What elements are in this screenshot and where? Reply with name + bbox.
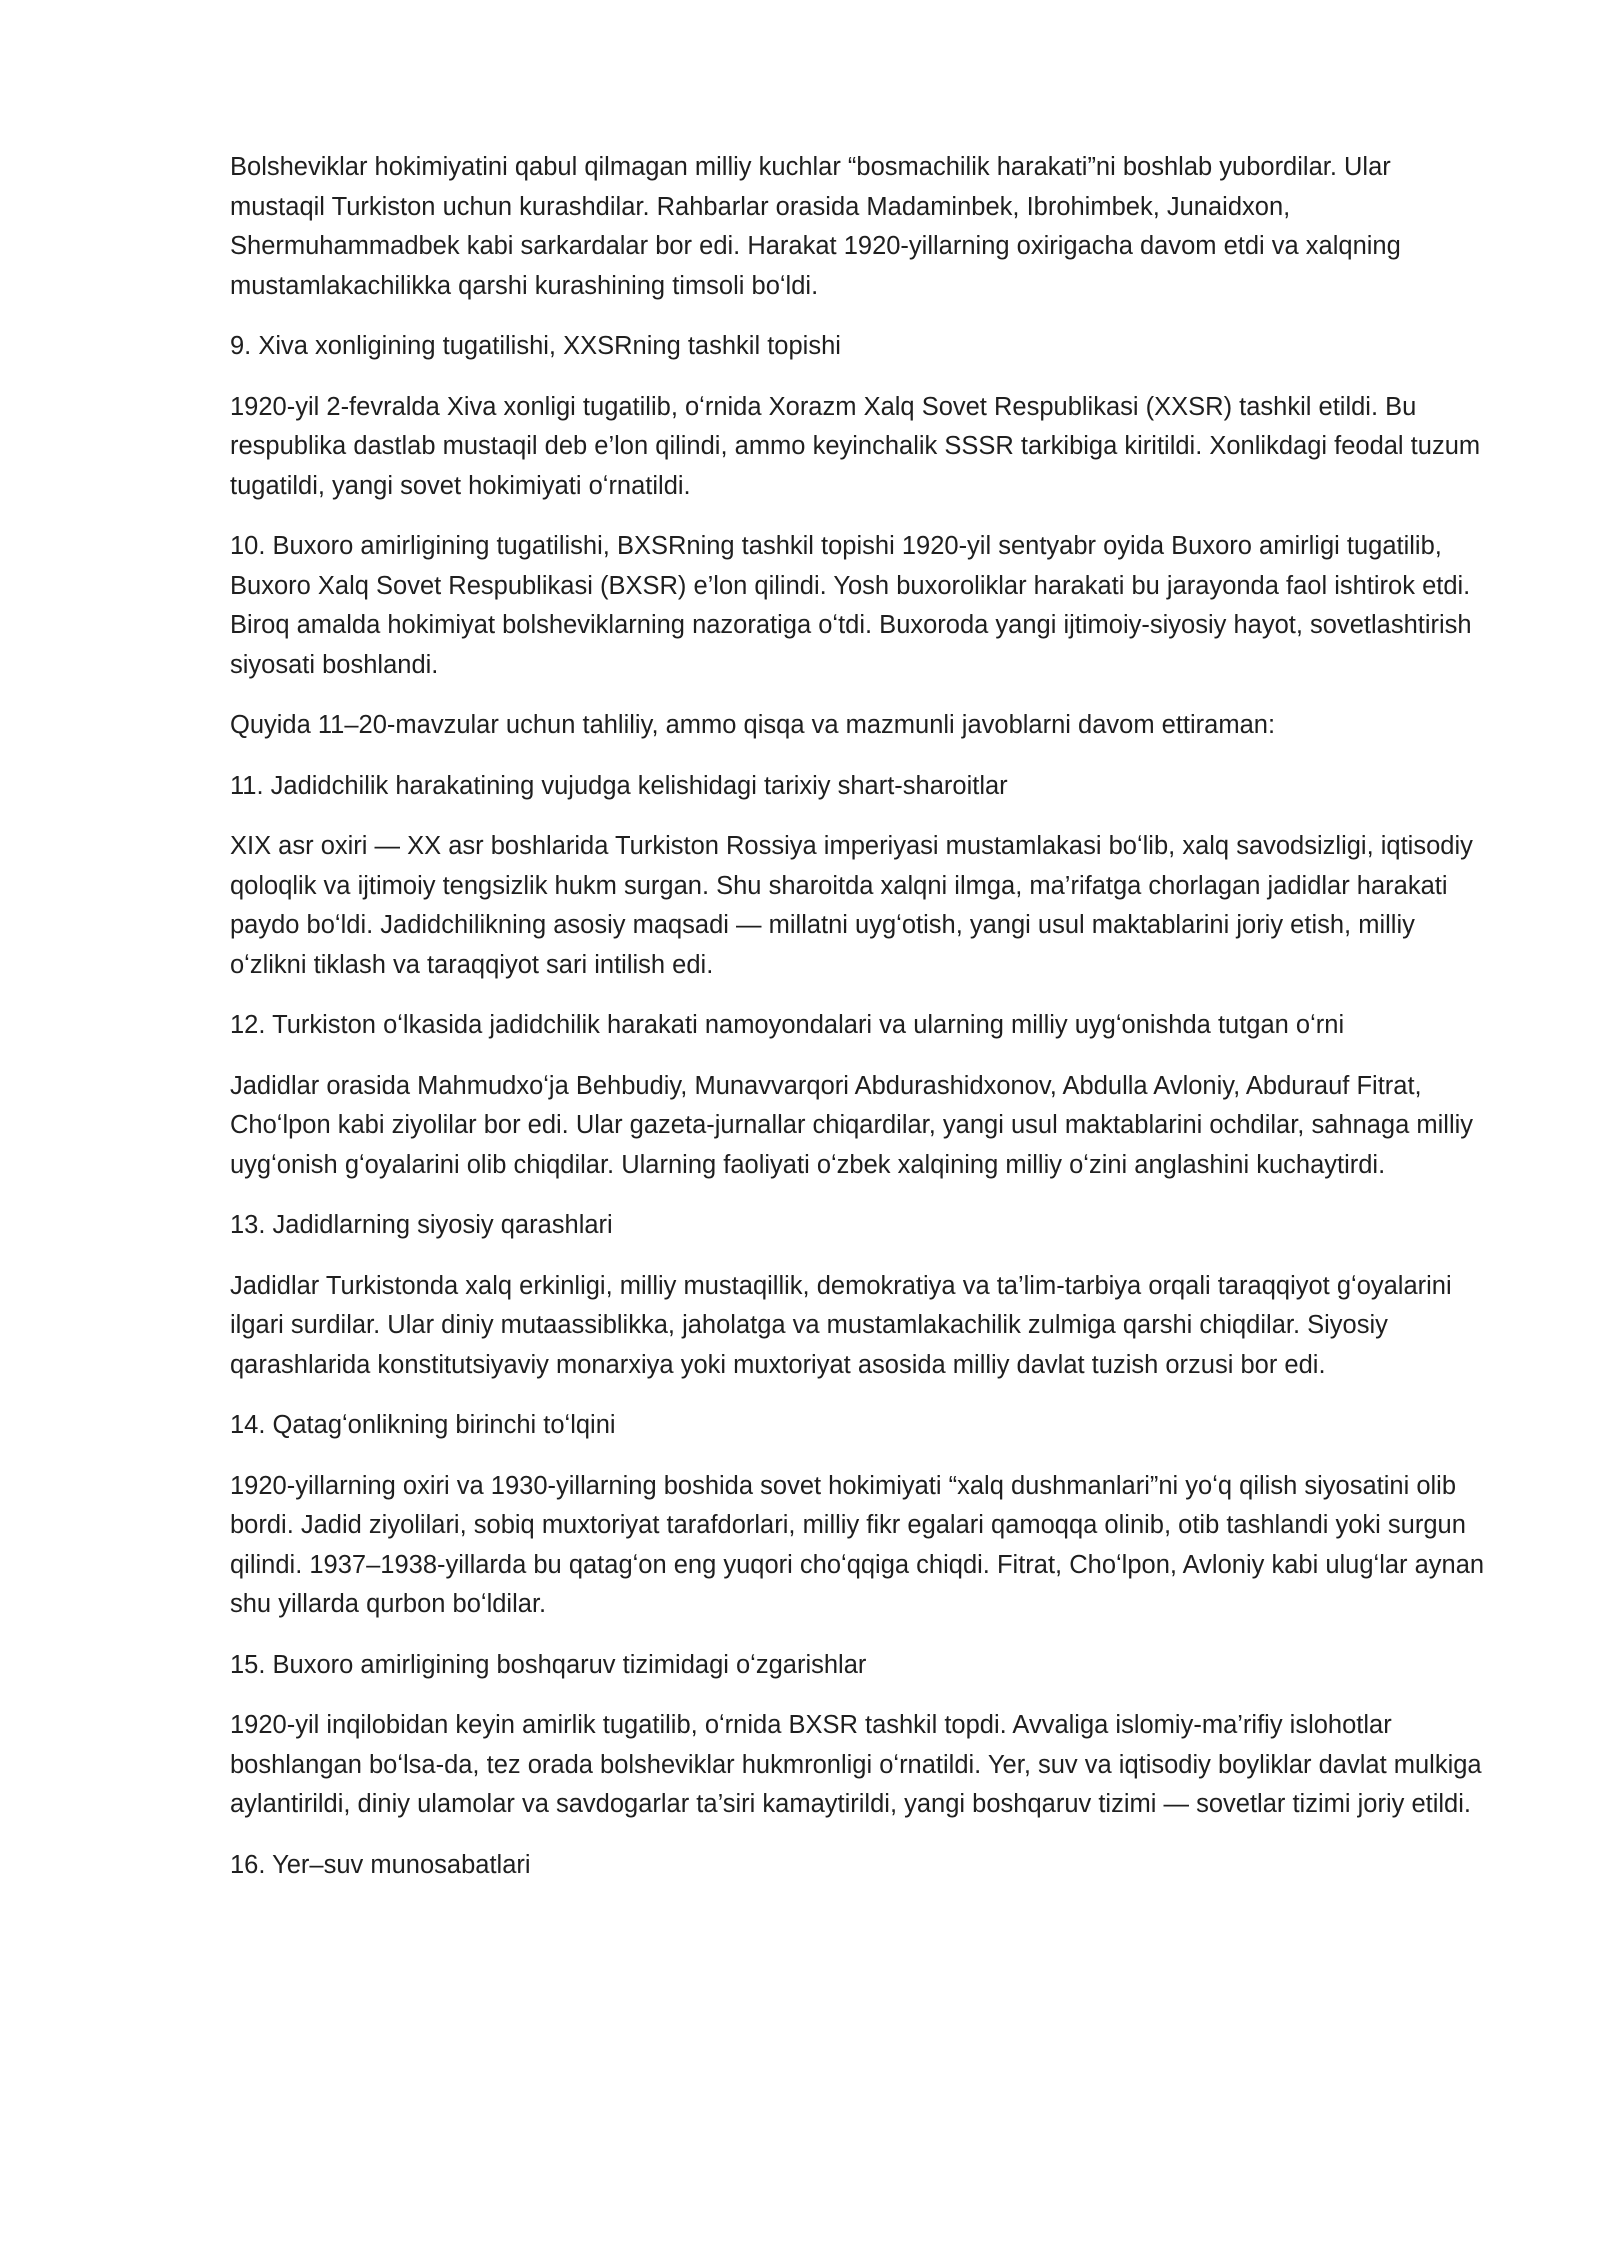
heading-12: 12. Turkiston oʻlkasida jadidchilik harakati namoyondalari va ularning milliy uygʻonishda tutgan oʻrni [230,1011,1345,1039]
heading-16: 16. Yer–suv munosabatlari [230,1850,531,1879]
paragraph-jadidchilik: XIX asr oxiri — XX asr boshlarida Turkiston Rossiya imperiyasi mustamlakasi boʻlib, xalq savodsizligi, iqtisodiy qoloqlik va ijtimoiy tengsizlik hukm surgan. Shu sharoitda xalqni ilmga, ma’rifatga chorlagan jadidlar harakati paydo boʻldi. Jadidchilikning asosiy maqsadi — millatni uygʻotish, yangi usul maktablarini joriy etish, milliy oʻzlikni tiklash va taraqqiyot sari intilish edi. [230,832,1473,979]
paragraph-boshqaruv: 1920-yil inqilobidan keyin amirlik tugatilib, oʻrnida BXSR tashkil topdi. Avvaliga islomiy-ma’rifiy islohotlar boshlangan boʻlsa-da, tez orada bolsheviklar hukmronligi oʻrnatildi. Yer, suv va iqtisodiy boyliklar davlat mulkiga aylantirildi, diniy ulamolar va savdogarlar ta’siri kamaytirildi, yangi boshqaruv tizimi — sovetlar tizimi joriy etildi. [230,1711,1482,1818]
document-body [230,148,1490,1906]
paragraph-intro-11-20: Quyida 11–20-mavzular uchun tahliliy, ammo qisqa va mazmunli javoblarni davom ettiraman: [230,711,1276,739]
heading-11: 11. Jadidchilik harakatining vujudga kelishidagi tarixiy shart-sharoitlar [230,771,1008,800]
paragraph-xxsr: 1920-yil 2-fevralda Xiva xonligi tugatilib, oʻrnida Xorazm Xalq Sovet Respublikasi (XXSR) tashkil etildi. Bu respublika dastlab mustaqil deb e’lon qilindi, ammo keyinchalik SSSR tarkibiga kiritildi. Xonlikdagi feodal tuzum tugatildi, yangi sovet hokimiyati oʻrnatildi. [230,392,1481,500]
heading-13: 13. Jadidlarning siyosiy qarashlari [230,1211,613,1239]
paragraph-siyosiy-qarashlar: Jadidlar Turkistonda xalq erkinligi, milliy mustaqillik, demokratiya va ta’lim-tarbiya orqali taraqqiyot gʻoyalarini ilgari surdilar. Ular diniy mutaassiblikka, jaholatga va mustamlakachilik zulmiga qarshi chiqdilar. Siyosiy qarashlarida konstitutsiyaviy monarxiya yoki muxtoriyat asosida milliy davlat tuzish orzusi bor edi. [230,1271,1452,1379]
heading-9: 9. Xiva xonligining tugatilishi, XXSRning tashkil topishi [230,332,841,360]
paragraph-bxsr: 10. Buxoro amirligining tugatilishi, BXSRning tashkil topishi 1920-yil sentyabr oyida Buxoro amirligi tugatilib, Buxoro Xalq Sovet Respublikasi (BXSR) e’lon qilindi. Yosh buxoroliklar harakati bu jarayonda faol ishtirok etdi. Biroq amalda hokimiyat bolsheviklarning nazoratiga oʻtdi. Buxoroda yangi ijtimoiy-siyosiy hayot, sovetlashtirish siyosati boshlandi. [230,532,1472,679]
paragraph-jadid-namoyondalari: Jadidlar orasida Mahmudxoʻja Behbudiy, Munavvarqori Abdurashidxonov, Abdulla Avloniy, Abdurauf Fitrat, Choʻlpon kabi ziyolilar bor edi. Ular gazeta-jurnallar chiqardilar, yangi usul maktablarini ochdilar, sahnaga milliy uygʻonish gʻoyalarini olib chiqdilar. Ularning faoliyati oʻzbek xalqining milliy oʻzini anglashini kuchaytirdi. [230,1071,1474,1179]
paragraph-qatagon: 1920-yillarning oxiri va 1930-yillarning boshida sovet hokimiyati “xalq dushmanlari”ni yoʻq qilish siyosatini olib bordi. Jadid ziyolilari, sobiq muxtoriyat tarafdorlari, milliy fikr egalari qamoqqa olinib, otib tashlandi yoki surgun qilindi. 1937–1938-yillarda bu qatagʻon eng yuqori choʻqqiga chiqdi. Fitrat, Choʻlpon, Avloniy kabi ulugʻlar aynan shu yillarda qurbon boʻldilar. [230,1471,1485,1618]
paragraph-bosmachilik: Bolsheviklar hokimiyatini qabul qilmagan milliy kuchlar “bosmachilik harakati”ni boshlab yubordilar. Ular mustaqil Turkiston uchun kurashdilar. Rahbarlar orasida Madaminbek, Ibrohimbek, Junaidxon, Shermuhammadbek kabi sarkardalar bor edi. Harakat 1920-yillarning oxirigacha davom etdi va xalqning mustamlakachilikka qarshi kurashining timsoli boʻldi. [230,153,1401,300]
heading-15: 15. Buxoro amirligining boshqaruv tizimidagi oʻzgarishlar [230,1650,867,1679]
heading-14: 14. Qatagʻonlikning birinchi toʻlqini [230,1411,616,1439]
